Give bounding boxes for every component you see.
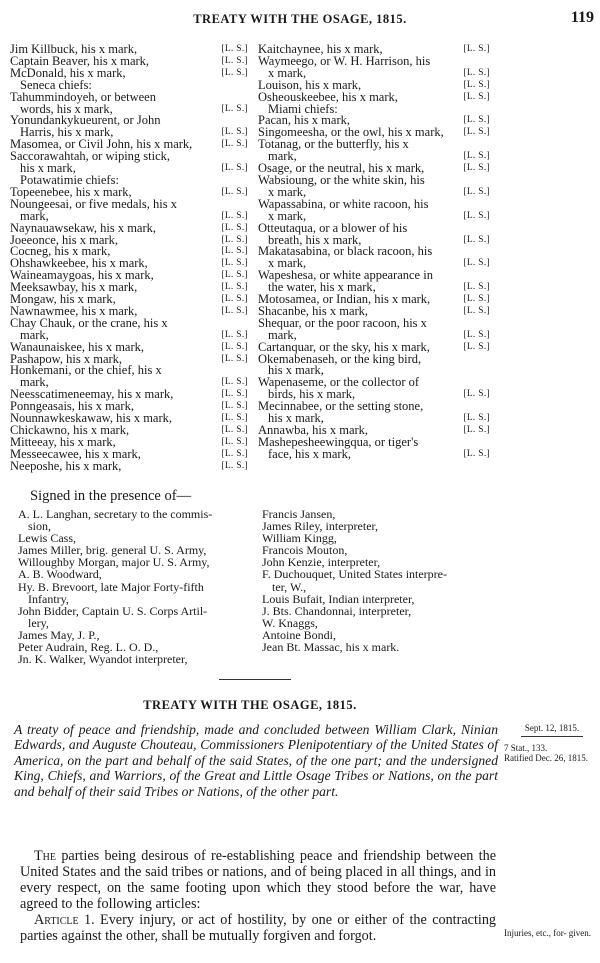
signatory-entry [10,115,248,139]
signatory-name: Mongaw, his x mark, [10,292,116,307]
signatory-name: Osheouskeebee, his x mark, [258,89,398,104]
seal-mark: [L. S.] [463,425,490,435]
seal-mark: [L. S.] [463,115,490,126]
signatory-name: Mecinnabee, or the setting stone, [258,399,424,414]
signatory-name: Naynauawsekaw, his x mark, [10,220,157,235]
witness-name: William Kingg, [262,531,337,546]
signatory-name: Yonundankykueurent, or John [10,113,161,128]
signatory-entry [10,196,248,223]
signatory-entry [258,220,490,247]
paragraph-article-1 [20,912,496,944]
witness-name: Jn. K. Walker, Wyandot interpreter, [18,652,188,667]
signatory-name: Wabsioung, or the white skin, his [258,172,425,187]
witness-name: John Bidder, Captain U. S. Corps Artil- [18,603,208,618]
seal-mark: [L. S.] [463,329,490,340]
signatory-name: Topeenebee, his x mark, [10,184,132,199]
seal-mark: [L. S.] [221,460,248,471]
signatory-entry [258,246,490,270]
signatory-name: Chickawno, his x mark, [10,423,130,437]
seal-mark: [L. S.] [221,377,248,388]
left-signature-column [10,44,248,473]
witness-name: Peter Audrain, Reg. L. O. D., [18,640,159,655]
signatory-name: Cartanquar, or the sky, his x mark, [258,339,430,354]
chief-group-heading: Potawatimie chiefs: [20,172,119,187]
witness-entry [262,641,498,653]
signatory-name: face, his x mark, [268,446,351,461]
signatory-name: Makatasabina, or black racoon, his [258,244,433,259]
seal-mark: [L. S.] [463,127,490,138]
margin-note-injuries: Injuries, etc., for- given. [504,928,592,938]
signatory-entry [10,151,248,175]
witness-name: lery, [28,615,49,630]
signatory-entry [10,89,248,116]
signatory-name: Jim Killbuck, his x mark, [10,42,138,56]
signatory-name: x mark, [268,184,307,199]
witness-name: Antoine Bondi, [262,627,336,642]
seal-mark: [L. S.] [221,103,248,114]
signatory-entry [258,139,490,163]
seal-mark: [L. S.] [221,163,248,174]
signatory-name: his x mark, [268,363,324,378]
signatory-name: Honkemani, or the chief, his x [10,363,162,378]
signatory-name: the water, his x mark, [268,280,376,295]
right-witness-column [262,508,498,653]
seal-mark: [L. S.] [463,44,490,54]
seal-mark: [L. S.] [463,341,490,352]
witness-name: W. Knaggs, [262,615,318,630]
seal-mark: [L. S.] [463,413,490,424]
witness-name: James May, J. P., [18,627,100,642]
seal-mark: [L. S.] [221,401,248,412]
seal-mark: [L. S.] [463,389,490,400]
signatory-name: Motosamea, or Indian, his x mark, [258,292,431,307]
signatory-name: Saccorawahtah, or wiping stick, [10,149,171,164]
chief-group-heading: Miami chiefs: [268,101,338,116]
seal-mark: [L. S.] [221,353,248,364]
signatory-name: words, his x mark, [20,101,113,116]
witness-name: James Miller, brig. general U. S. Army, [18,543,207,558]
signatory-name: Noungeesai, or five medals, his x [10,196,177,211]
section-divider [219,679,291,680]
signatory-entry [258,401,490,425]
signatory-entry [10,65,248,80]
signatory-name: x mark, [268,65,307,80]
signatory-name: Otteutaqua, or a blower of his [258,220,408,235]
signatory-name: Meeksawbay, his x mark, [10,280,138,295]
seal-mark: [L. S.] [221,246,248,257]
signatory-name: mark, [20,327,49,342]
seal-mark: [L. S.] [463,163,490,174]
signatory-entry [258,351,490,378]
signatory-name: birds, his x mark, [268,387,356,402]
treaty-title: TREATY WITH THE OSAGE, 1815. [143,698,357,712]
article-1-lead: Article 1. [34,912,95,928]
seal-mark: [L. S.] [221,282,248,293]
seal-mark: [L. S.] [463,79,490,90]
signatory-name: McDonald, his x mark, [10,65,126,80]
seal-mark: [L. S.] [463,186,490,197]
signatory-name: mark, [268,327,297,342]
seal-mark: [L. S.] [221,234,248,245]
seal-mark: [L. S.] [221,258,248,269]
signatory-entry [258,377,490,401]
signatory-name: Masomea, or Civil John, his x mark, [10,137,193,152]
witness-name: Louis Bufait, Indian interpreter, [262,591,415,606]
right-signature-column [258,44,490,461]
signatory-entry [258,89,490,104]
seal-mark: [L. S.] [463,294,490,305]
seal-mark: [L. S.] [221,425,248,435]
signatory-name: Captain Beaver, his x mark, [10,53,150,68]
signatory-name: Pacan, his x mark, [258,113,350,128]
seal-mark: [L. S.] [221,222,248,233]
signatory-name: Kaitchaynee, his x mark, [258,42,383,56]
witness-name: F. Duchouquet, United States interpre- [262,567,447,582]
signatory-name: Singomeesha, or the owl, his x mark, [258,125,444,140]
witness-name: Jean Bt. Massac, his x mark. [262,640,400,655]
witness-name: Francis Jansen, [262,507,336,521]
signatory-name: Totanag, or the butterfly, his x [258,137,409,152]
signatory-name: Louison, his x mark, [258,77,362,92]
seal-mark: [L. S.] [463,258,490,269]
chief-group-heading: Seneca chiefs: [20,77,92,92]
running-header-title: TREATY WITH THE OSAGE, 1815. [193,12,407,26]
seal-mark: [L. S.] [463,234,490,245]
signatory-name: Nounnawkeskawaw, his x mark, [10,411,172,426]
signatory-name: Okemabenaseh, or the king bird, [258,351,422,366]
witness-name: Lewis Cass, [18,531,76,546]
margin-note-statute [504,744,600,763]
signatory-name: Wapenaseme, or the collector of [258,375,420,390]
seal-mark: [L. S.] [463,210,490,221]
seal-mark: [L. S.] [221,55,248,66]
signatory-name: mark, [20,375,49,390]
witness-name: John Kenzie, interpreter, [262,555,381,570]
signatory-name: Joeeonce, his x mark, [10,232,118,247]
seal-mark: [L. S.] [221,186,248,197]
signatory-name: his x mark, [20,161,76,176]
signatory-name: Neesscatimeneemay, his x mark, [10,387,174,402]
witness-name: sion, [28,519,52,534]
seal-mark: [L. S.] [221,44,248,54]
seal-mark: [L. S.] [463,448,490,459]
margin-date-text: Sept. 12, 1815. [521,724,583,737]
paragraph-intro [20,848,496,912]
signatory-name: breath, his x mark, [268,232,362,247]
signatory-entry [258,434,490,461]
page-number: 119 [570,9,594,26]
witness-entry [18,653,254,665]
treaty-preamble: A treaty of peace and friendship, made and concluded between William Clark, Ninian Edwards, and Auguste Chouteau, Commissioners Plenipotentiary of the United States of America, on the part and behalf of the said States, of the one part; and the undersigned King, Chiefs, and Warriors, of the Great and Little Osage Tribes or Nations, on the part and behalf of their said Tribes or Nations, of the other part. [14,722,498,799]
signatory-name: x mark, [268,256,307,271]
signatory-name: Nawnawmee, his x mark, [10,303,138,318]
signatory-name: mark, [20,208,49,223]
signatory-name: Wanaunaiskee, his x mark, [10,339,145,354]
seal-mark: [L. S.] [221,210,248,221]
witness-entry [262,568,498,592]
page-header [0,9,600,32]
seal-mark: [L. S.] [463,305,490,316]
margin-ratified-text: Ratified Dec. 26, 1815. [504,752,588,763]
treaty-body [20,848,496,944]
signatory-name: Wapeshesa, or white appearance in [258,268,433,283]
seal-mark: [L. S.] [221,448,248,459]
signatory-entry [10,315,248,342]
witness-name: Infantry, [28,591,69,606]
signatory-name: Harris, his x mark, [20,125,114,140]
signatory-name: Osage, or the neutral, his x mark, [258,161,425,176]
signatory-name: his x mark, [268,411,324,426]
signatory-name: Tahummindoyeh, or between [10,89,156,104]
signatory-name: Shequar, or the poor racoon, his x [258,315,427,330]
seal-mark: [L. S.] [221,270,248,281]
signatory-name: Wapassabina, or white racoon, his [258,196,429,211]
seal-mark: [L. S.] [221,139,248,150]
signatory-name: Shacanbe, his x mark, [258,303,369,318]
intro-lead: The [34,848,56,864]
signatory-name: Waineamaygoas, his x mark, [10,268,154,283]
witness-heading: Signed in the presence of— [30,488,192,504]
intro-text: parties being desirous of re-establishing peace and friendship between the United States and the said tribes or nations, and of being placed in all things, and in every respect, on the same footing upon which they stood before the war, have agreed to the following articles: [20,848,496,912]
signatory-entry [10,365,248,389]
margin-stat-text: 7 Stat., 133. [504,743,548,753]
signatory-name: Cocneg, his x mark, [10,244,111,259]
signatory-name: x mark, [268,208,307,223]
article-1-text: Every injury, or act of hostility, by one or either of the contracting parties against the other, shall be mutually forgiven and forgot. [20,912,497,944]
witness-name: A. B. Woodward, [18,567,102,582]
seal-mark: [L. S.] [463,151,490,162]
signatory-name: Pashapow, his x mark, [10,351,123,366]
witness-name: J. Bts. Chandonnai, interpreter, [262,603,412,618]
seal-mark: [L. S.] [463,67,490,78]
seal-mark: [L. S.] [463,91,490,102]
witness-name: James Riley, interpreter, [262,519,379,534]
witness-name: Francois Mouton, [262,543,348,558]
seal-mark: [L. S.] [221,329,248,340]
signatory-name: Ohshawkeebee, his x mark, [10,256,148,271]
signatory-name: Annawba, his x mark, [258,423,369,437]
seal-mark: [L. S.] [221,127,248,138]
signatory-name: Waymeego, or W. H. Harrison, his [258,53,431,68]
signatory-entry [258,53,490,80]
witness-name: A. L. Langhan, secretary to the commis- [18,507,213,521]
signatory-name: Messeecawee, his x mark, [10,446,141,461]
seal-mark: [L. S.] [221,389,248,400]
margin-note-date [504,724,600,737]
signatory-name: Mitteeay, his x mark, [10,434,116,449]
seal-mark: [L. S.] [221,294,248,305]
witness-name: Hy. B. Brevoort, late Major Forty-fifth [18,579,204,594]
left-witness-column [18,508,254,665]
witness-name: Willoughby Morgan, major U. S. Army, [18,555,210,570]
witness-name: ter, W., [272,579,307,594]
signatory-entry [258,172,490,199]
witness-entry [18,581,254,605]
seal-mark: [L. S.] [463,282,490,293]
seal-mark: [L. S.] [221,67,248,78]
signatory-name: Chay Chauk, or the crane, his x [10,315,168,330]
seal-mark: [L. S.] [221,341,248,352]
signatory-entry [258,196,490,223]
signatory-name: Neeposhe, his x mark, [10,458,122,473]
seal-mark: [L. S.] [221,305,248,316]
signatory-entry [10,458,248,473]
seal-mark: [L. S.] [221,436,248,447]
signatory-name: mark, [268,149,297,164]
seal-mark: [L. S.] [221,413,248,424]
signatory-entry [258,315,490,342]
signatory-name: Mashepesheewingqua, or tiger's [258,434,419,449]
signatory-name: Ponngeasais, his x mark, [10,399,134,414]
signatory-entry [258,270,490,294]
witness-entry [18,605,254,629]
witness-entry [18,508,254,532]
